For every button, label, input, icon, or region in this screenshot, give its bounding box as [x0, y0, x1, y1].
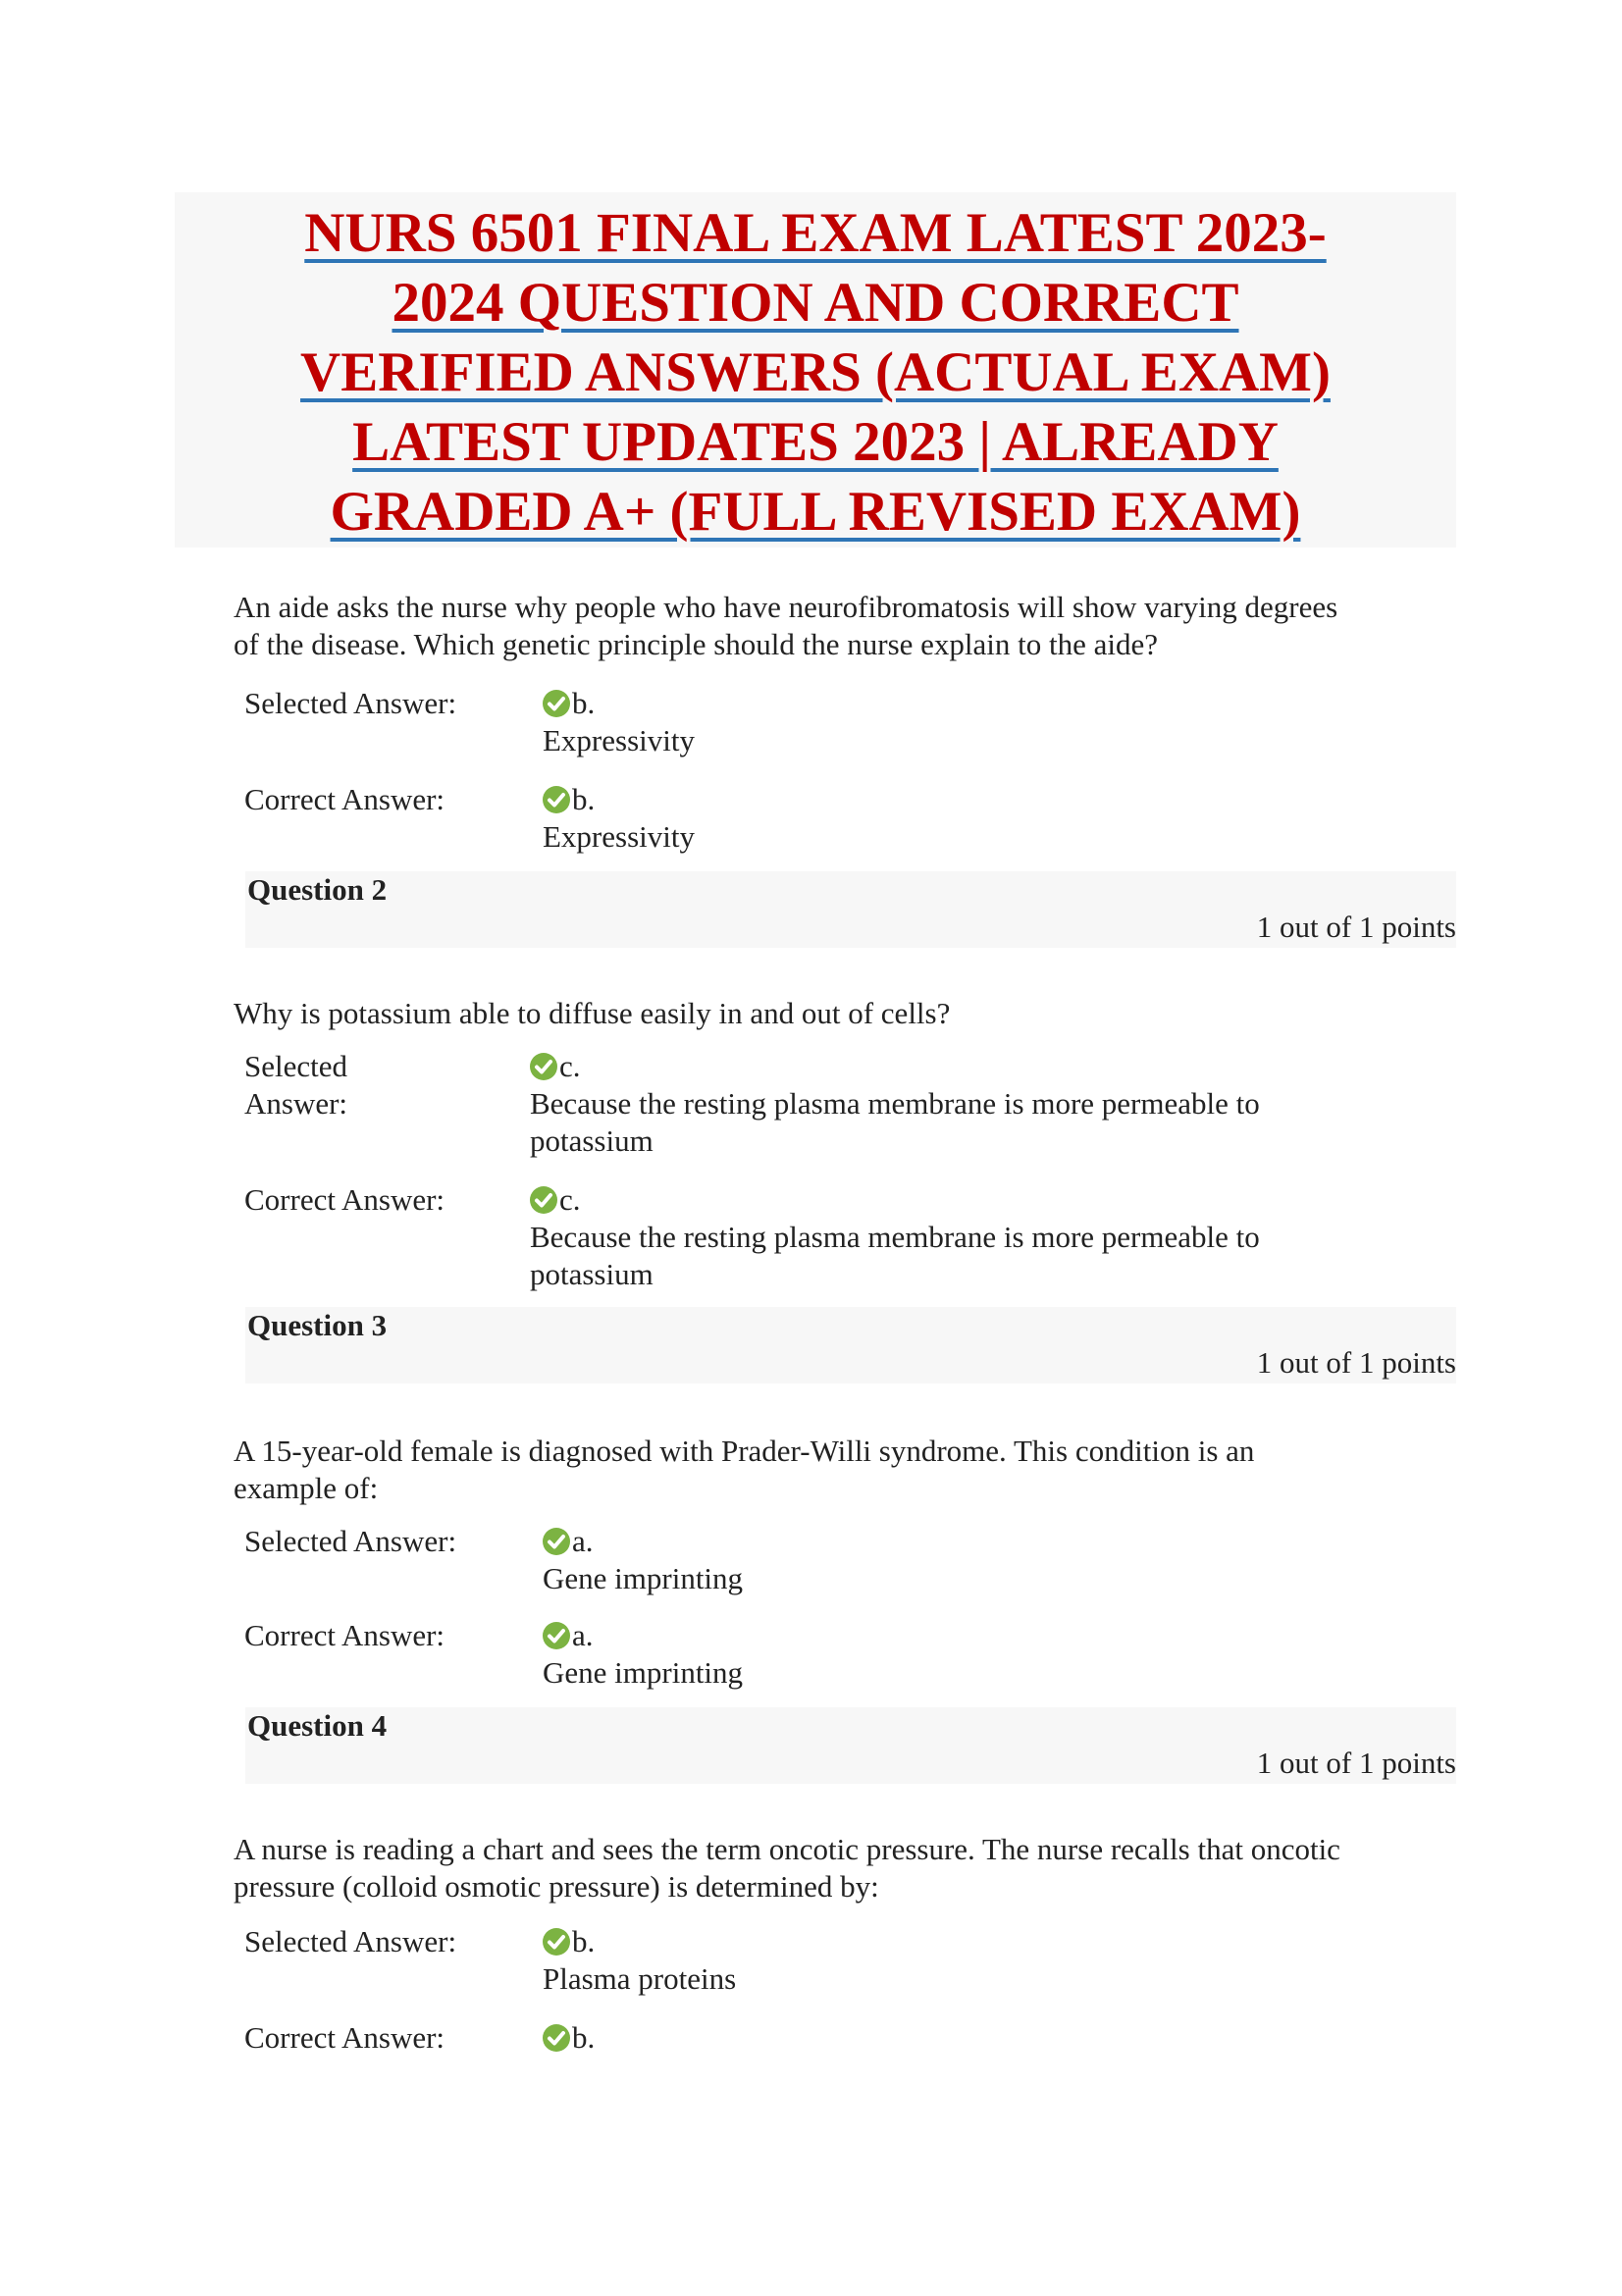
selected-answer-letter: b. — [572, 686, 596, 720]
question-4-header — [245, 1707, 1456, 1784]
question-3-text: A 15-year-old female is diagnosed with Prader-Willi syndrome. This condition is an example of: — [234, 1434, 1255, 1505]
correct-answer-letter: c. — [559, 1182, 581, 1217]
question-title: Question 4 — [247, 1708, 388, 1743]
selected-answer — [543, 1523, 743, 1597]
question-2-text: Why is potassium able to diffuse easily in and out of cells? — [234, 996, 951, 1030]
title-line-4: LATEST UPDATES 2023 | ALREADY — [352, 411, 1279, 473]
correct-answer — [530, 1181, 1334, 1293]
question-points: 1 out of 1 points — [1256, 1746, 1456, 1780]
correct-answer-label: Correct Answer: — [244, 782, 445, 816]
check-icon — [530, 1053, 557, 1080]
check-icon — [543, 786, 570, 813]
correct-answer-text: Expressivity — [543, 819, 695, 854]
question-2-header — [245, 871, 1456, 948]
question-3-header — [245, 1307, 1456, 1383]
correct-answer-text: Because the resting plasma membrane is more permeable to potassium — [530, 1220, 1260, 1291]
correct-answer — [543, 781, 695, 856]
title-line-5: GRADED A+ (FULL REVISED EXAM) — [330, 481, 1301, 543]
correct-answer — [543, 1617, 743, 1692]
check-icon — [543, 2024, 570, 2052]
selected-answer-text: Expressivity — [543, 723, 695, 757]
title-line-2: 2024 QUESTION AND CORRECT — [392, 272, 1239, 334]
check-icon — [543, 1622, 570, 1649]
correct-answer — [543, 2019, 595, 2057]
correct-answer-label: Correct Answer: — [244, 1618, 445, 1652]
question-4-text: A nurse is reading a chart and sees the term oncotic pressure. The nurse recalls that oncotic pressure (colloid osmotic pressure) is determined by: — [234, 1832, 1340, 1904]
selected-answer-text: Plasma proteins — [543, 1961, 737, 1996]
question-title: Question 3 — [247, 1308, 388, 1342]
selected-answer — [530, 1048, 1334, 1160]
selected-answer-label: Selected Answer: — [244, 1924, 457, 1958]
correct-answer-letter: a. — [572, 1618, 594, 1652]
question-1-text: An aide asks the nurse why people who have neurofibromatosis will show varying degrees of the disease. Which genetic principle should the nurse explain to the aide? — [234, 590, 1338, 661]
title-line-3: VERIFIED ANSWERS (ACTUAL EXAM) — [300, 341, 1331, 403]
check-icon — [543, 1928, 570, 1956]
selected-answer-text: Gene imprinting — [543, 1561, 744, 1595]
check-icon — [543, 1528, 570, 1555]
selected-answer-letter: a. — [572, 1524, 594, 1558]
selected-label-line-2: Answer: — [244, 1086, 348, 1121]
correct-answer-text: Gene imprinting — [543, 1655, 744, 1690]
selected-answer-label — [244, 1048, 347, 1122]
selected-answer — [543, 1923, 736, 1998]
correct-answer-letter: b. — [572, 2020, 596, 2055]
document-title — [175, 198, 1456, 547]
selected-answer — [543, 685, 695, 759]
question-points: 1 out of 1 points — [1256, 1345, 1456, 1380]
check-icon — [543, 690, 570, 717]
selected-answer-label: Selected Answer: — [244, 1524, 457, 1558]
title-line-1: NURS 6501 FINAL EXAM LATEST 2023- — [304, 202, 1327, 264]
check-icon — [530, 1186, 557, 1214]
selected-answer-label: Selected Answer: — [244, 686, 457, 720]
correct-answer-letter: b. — [572, 782, 596, 816]
selected-answer-text: Because the resting plasma membrane is more permeable to potassium — [530, 1086, 1260, 1158]
correct-answer-label: Correct Answer: — [244, 1182, 445, 1217]
selected-answer-letter: c. — [559, 1049, 581, 1083]
question-points: 1 out of 1 points — [1256, 910, 1456, 944]
selected-label-line-1: Selected — [244, 1049, 348, 1083]
correct-answer-label: Correct Answer: — [244, 2020, 445, 2055]
selected-answer-letter: b. — [572, 1924, 596, 1958]
question-title: Question 2 — [247, 872, 388, 907]
